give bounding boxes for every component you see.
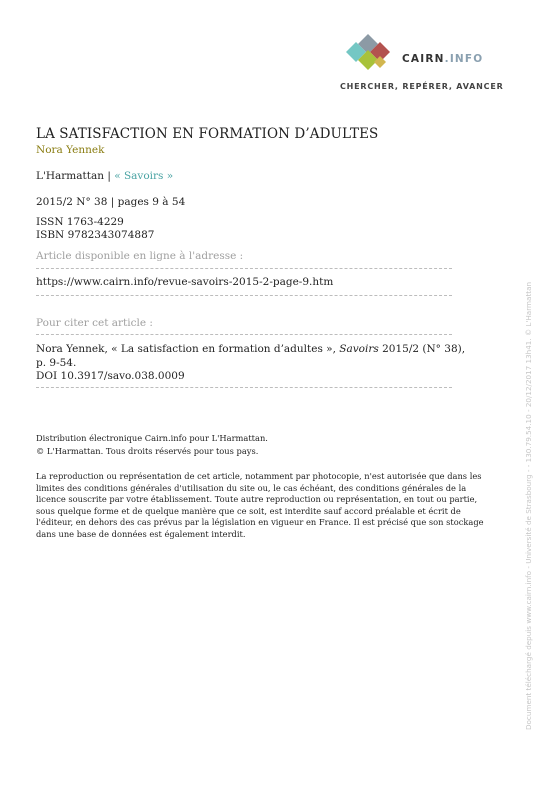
cite-label: Pour citer cet article : — [36, 317, 153, 329]
citation-doi: DOI 10.3917/savo.038.0009 — [36, 370, 185, 382]
isbn-line: ISBN 9782343074887 — [36, 229, 155, 241]
online-label: Article disponible en ligne à l'adresse : — [36, 250, 244, 262]
publisher-separator: | — [103, 170, 115, 182]
divider — [36, 268, 452, 269]
legal-notice: La reproduction ou représentation de cet article, notamment par photocopie, n'est autorisée que dans les limites des conditions générales d'utilisation du site ou, le cas échéant, des conditions générales de la licence souscrite par votre établissement. Toute autre reproduction ou représentation, en tout ou partie, sous quelque forme et de quelque manière que ce soit, est interdite sauf accord préalable et écrit de l'éditeur, en dehors des cas prévus par la législation en vigueur en France. Il est précisé que son stockage dans une base de données est également interdit. — [36, 471, 484, 539]
citation-part2: 2015/2 (N° 38), p. 9-54. — [36, 343, 466, 369]
divider — [36, 387, 452, 388]
article-title: LA SATISFACTION EN FORMATION D’ADULTES — [36, 126, 379, 142]
article-url[interactable]: https://www.cairn.info/revue-savoirs-2015-2-page-9.htm — [36, 276, 334, 288]
cairn-logo-icon — [340, 32, 400, 74]
distribution-line-1: Distribution électronique Cairn.info pour L'Harmattan. — [36, 433, 268, 443]
citation-journal: Savoirs — [339, 343, 379, 355]
brand-name-suffix: .INFO — [444, 53, 484, 65]
tagline: CHERCHER, REPÉRER, AVANCER — [340, 82, 504, 91]
brand-name-main: CAIRN — [402, 53, 445, 65]
divider — [36, 334, 452, 335]
publisher-name: L'Harmattan — [36, 170, 104, 182]
divider — [36, 295, 452, 296]
download-watermark: Document téléchargé depuis www.cairn.info - Université de Strasbourg - - 130.79.54.10 - 20/12/2017 13h41. © L'Harmattan — [524, 281, 533, 730]
brand-name — [402, 53, 483, 65]
distribution-line-2: © L'Harmattan. Tous droits réservés pour tous pays. — [36, 446, 259, 456]
publisher-line — [36, 170, 173, 182]
journal-link[interactable]: « Savoirs » — [114, 170, 174, 182]
citation-part1: Nora Yennek, « La satisfaction en formation d’adultes », — [36, 343, 340, 355]
article-author[interactable]: Nora Yennek — [36, 144, 105, 156]
citation-text — [36, 343, 476, 384]
issn-line: ISSN 1763-4229 — [36, 216, 124, 228]
issue-line: 2015/2 N° 38 | pages 9 à 54 — [36, 196, 186, 208]
